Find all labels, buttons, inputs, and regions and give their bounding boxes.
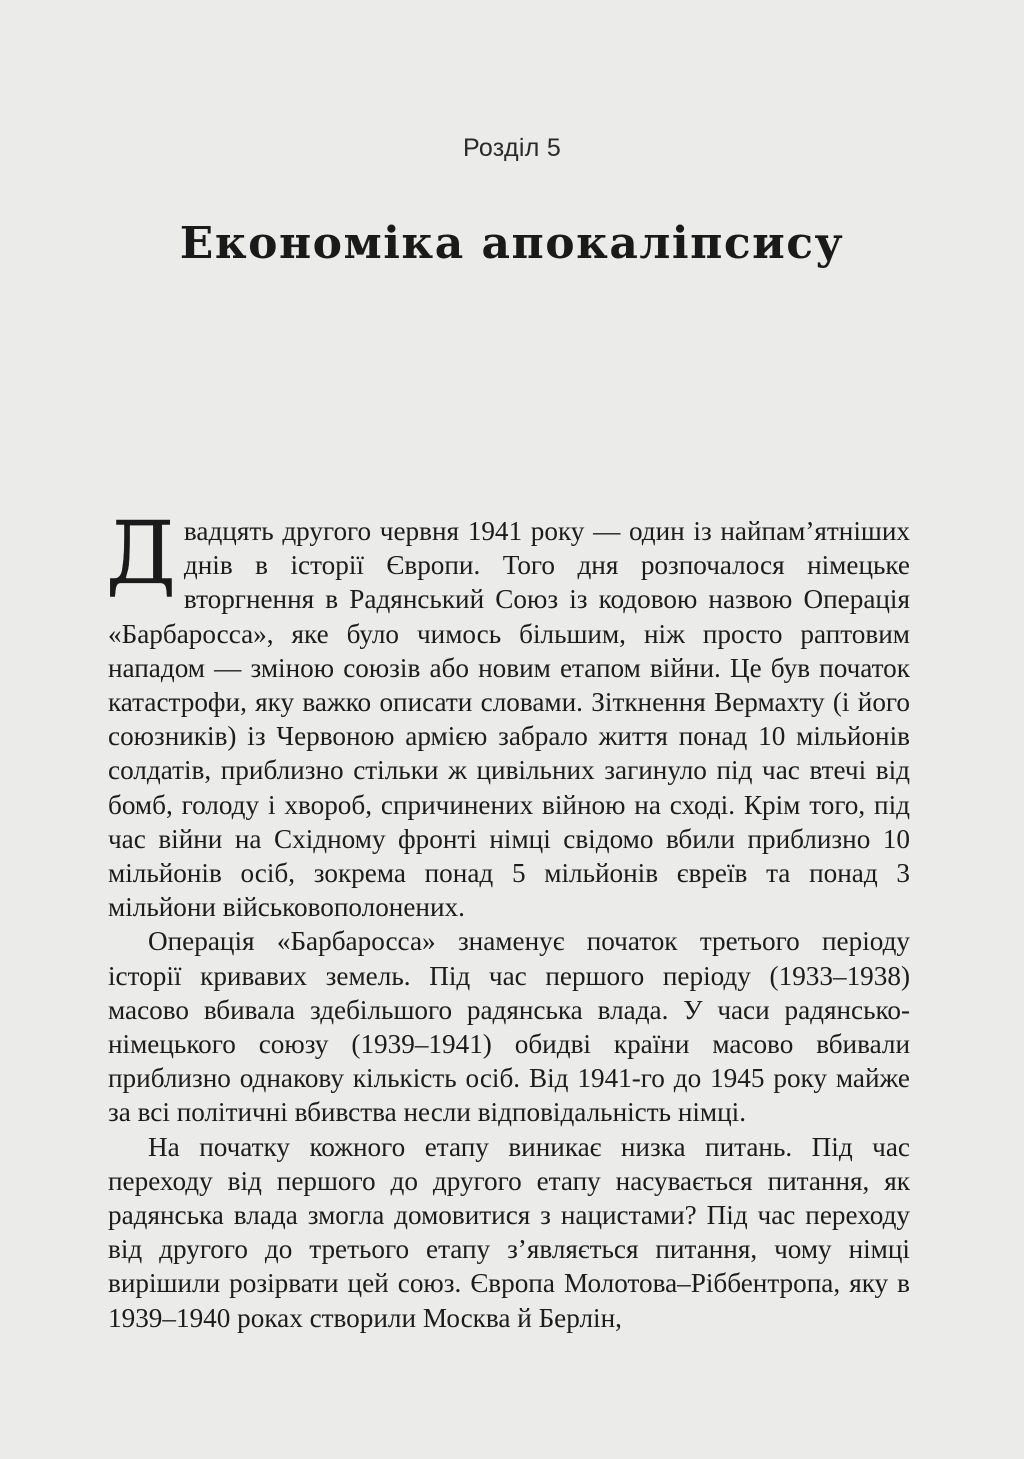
paragraph-1	[106, 504, 910, 924]
drop-cap: Д	[106, 504, 176, 604]
chapter-title: Економіка апокаліпсису	[179, 218, 845, 269]
paragraph-2: Операція «Барбаросса» знаменує початок третього періоду історії кривавих земель. Під час першого періоду (1933–1938) масово вбивала здебільшого радянська влада. У часи радянсько-німецького союзу (1939–1941) обидві країни масово вбивали приблизно однакову кількість осіб. Від 1941-го до 1945 року майже за всі політичні вбивства несли відповідальність німці.	[108, 926, 910, 1128]
chapter-body	[106, 504, 910, 1335]
paragraph-1-text: вадцять другого червня 1941 року — один із найпам’ятніших днів в історії Європи. Того дня розпочалося німецьке вторгнення в Радянський Союз із кодовою назвою Операція «Барбаросса», яке було чимось більшим, ніж просто раптовим нападом — зміною союзів або новим етапом війни. Це був початок катастрофи, яку важко описати словами. Зіткнення Вермахту (і його союзників) із Червоною армією забрало життя понад 10 мільйонів солдатів, приблизно стільки ж цивільних загинуло під час втечі від бомб, голоду і хвороб, спричинених війною на сході. Крім того, під час війни на Східному фронті німці свідомо вбили приблизно 10 мільйонів осіб, зокрема понад 5 мільйонів євреїв та понад 3 мільйони військовополонених.	[108, 516, 910, 923]
chapter-label: Розділ 5	[462, 134, 562, 162]
paragraph-3: На початку кожного етапу виникає низка питань. Під час переходу від першого до другого етапу насувається питання, як радянська влада змогла домовитися з нацистами? Під час переходу від другого до третього етапу з’являється питання, чому німці вирішили розірвати цей союз. Європа Молотова–Ріббентропа, яку в 1939–1940 роках створили Москва й Берлін,	[108, 1131, 910, 1333]
